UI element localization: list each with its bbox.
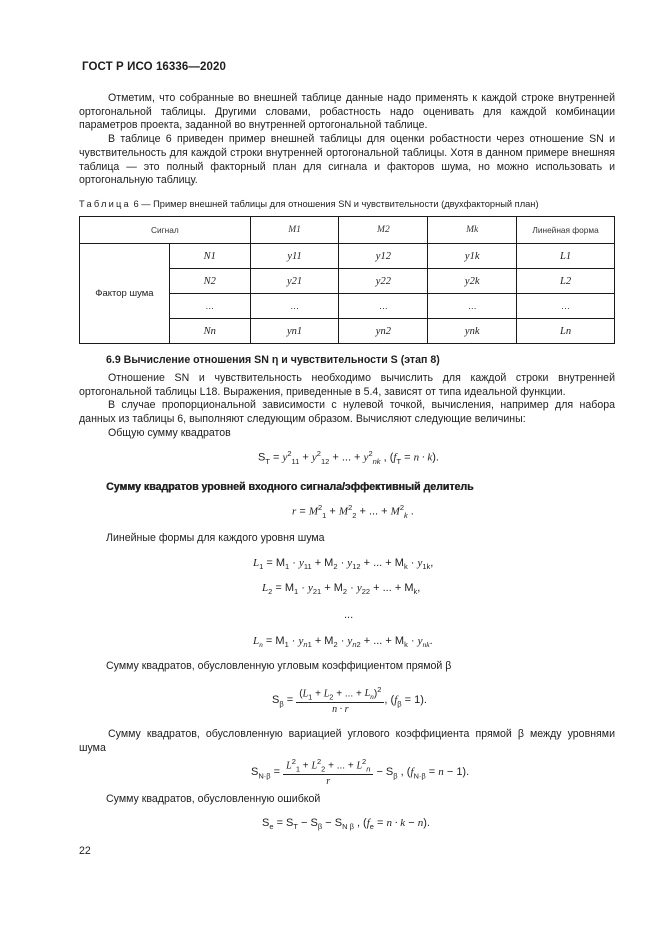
cell-linear-form: L1 [517,244,615,269]
cell-noise-level: N2 [169,269,250,294]
cell-noise-level: N1 [169,244,250,269]
cell-noise-level: Nn [169,319,250,344]
formula-total-sum-squares: $S_T = y^2_{11} + y^2_{12}$ + ... + $y^2_{nk}$ , $(f_T = n \cdot k)$. [258,449,439,466]
cell-value: y22 [339,269,428,294]
cell-value: ynk [428,319,517,344]
section-paragraph-3: Общую сумму квадратов [108,426,231,439]
formula-l2: $L_2 = M_1 \cdot y_{21} + M_2 \cdot y_{22}$ + ... + $M_k$, [262,582,421,597]
formula-s-n-beta: $S_{N\cdot\beta}$ = $\frac{L^2_1 + L^2_2 + ... + L^2_n}{r}$ − $S_\beta$ , $(f_{N\cdot\beta} = n - 1)$. [251,757,470,788]
formula-s-beta: $S_\beta$ = $\frac{(L_1 + L_2 + ... + L_n)^2}{n \cdot r}$ , $(f_\beta = 1)$. [272,685,427,716]
cell-value: y21 [250,269,339,294]
outer-table [79,216,615,344]
cell-linear-form: … [517,294,615,319]
cell-value: … [339,294,428,319]
cell-value: y11 [250,244,339,269]
header-mk: Mk [428,217,517,244]
cell-value: yn2 [339,319,428,344]
header-m1: M1 [250,217,339,244]
intro-paragraph-2: В таблице 6 приведен пример внешней таблицы для оценки робастности через отношение SN и чувствительность для каждой строки внутренней ортогональной таблицы. Хотя в данном примере внешняя таблица — это полный факторный план для сигнала и факторов шума, но можно использовать и ортогональную таблицу. [79,133,615,187]
table-caption [79,199,539,209]
cell-value: … [428,294,517,319]
cell-linear-form: Ln [517,319,615,344]
slope-variation-text [79,728,615,755]
table-header-row [80,217,615,244]
cell-linear-form: L2 [517,269,615,294]
header-m2: M2 [339,217,428,244]
table-row [80,244,615,269]
section-paragraph-1: Отношение SN и чувствительность необходимо вычислить для каждой строки внутренней ортогональной таблицы L18. Выражения, приведенные в 5.4, зависят от типа идеальной функции. [79,372,615,398]
cell-value: y12 [339,244,428,269]
cell-value: … [250,294,339,319]
slope-variation-heading: Сумму квадратов, обусловленную вариацией углового коэффициента прямой β между уровнями шума [79,728,615,754]
slope-heading: Сумму квадратов, обусловленную угловым коэффициентом прямой β [106,660,452,672]
cell-noise-level: … [169,294,250,319]
formula-effective-divisor: $r = M^2_1 + M^2_2$ + ... + $M^2_k$ . [292,503,414,520]
fraction: $\frac{(L_1 + L_2 + ... + L_n)^2}{n \cdot r}$ [296,685,384,715]
effective-divisor-heading: Сумму квадратов уровней входного сигнала/эффективный делитель [106,481,474,493]
linear-forms-heading: Линейные формы для каждого уровня шума [106,532,325,544]
page-number: 22 [79,845,91,857]
header-signal: Сигнал [80,217,251,244]
section-title: 6.9 Вычисление отношения SN η и чувствительности S (этап 8) [106,354,440,366]
formula-s-error: $S_e = S_T - S_\beta - S_{N \beta}$ , $(f_e = n \cdot k - n)$. [262,817,430,832]
cell-value: yn1 [250,319,339,344]
formula-ln: $L_n = M_1 \cdot y_{n1} + M_2 \cdot y_{n2}$ + ... + $M_k \cdot y_{nk}$. [253,635,433,650]
table-caption-text: 6 — Пример внешней таблицы для отношения SN и чувствительности (двухфакторный план) [133,199,539,209]
cell-value: y1k [428,244,517,269]
formula-ellipsis: ... [344,609,354,621]
error-heading: Сумму квадратов, обусловленную ошибкой [106,793,321,805]
document-header: ГОСТ Р ИСО 16336—2020 [82,61,227,73]
header-linear-form: Линейная форма [517,217,615,244]
intro-text [79,92,615,188]
row-label-noise-factor: Фактор шума [80,244,170,344]
formula-l1: $L_1 = M_1 \cdot y_{11} + M_2 \cdot y_{12}$ + ... + $M_k \cdot y_{1k}$, [253,557,434,572]
cell-value: y2k [428,269,517,294]
fraction: $\frac{L^2_1 + L^2_2 + ... + L^2_n}{r}$ [283,757,373,787]
section-paragraph-2: В случае пропорциональной зависимости с нулевой точкой, вычисления, например для набора данных из таблицы 6, выполняют следующим образом. Вычисляют следующие величины: [79,399,615,426]
table-caption-word: Таблица [79,199,131,209]
intro-paragraph-1: Отметим, что собранные во внешней таблице данные надо применять к каждой строке внутренней ортогональной таблицы. Другими словами, робастность надо оценивать для каждой комбинации параметров проекта, заданной во внутренней ортогональной таблице. [79,92,615,132]
section-text [79,372,615,441]
